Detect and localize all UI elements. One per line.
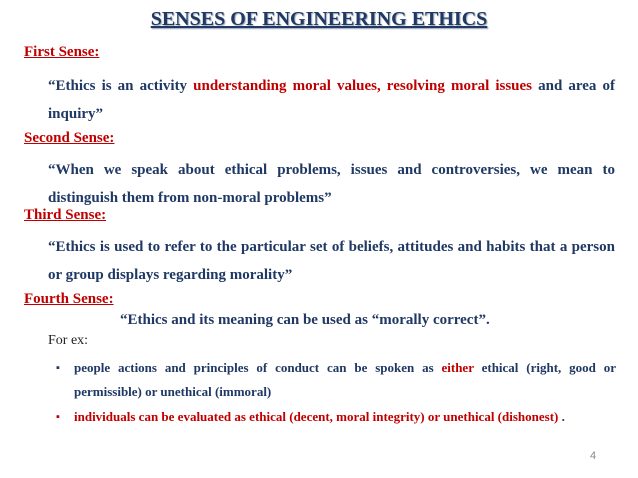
slide-title: SENSES OF ENGINEERING ETHICS (150, 8, 488, 30)
bullet-text-main: individuals can be evaluated as ethical (decent, moral integrity) or unethical (dishonest) (74, 409, 559, 424)
bullet-text-tail: . (558, 409, 565, 424)
third-sense-quote: “Ethics is used to refer to the particular set of beliefs, attitudes and habits that a person or group displays regarding morality” (48, 239, 615, 283)
bullet-text-end: ethical (right, good or permissible) or unethical (immoral) (74, 360, 616, 399)
square-bullet-icon: ▪ (56, 411, 60, 423)
second-sense-heading: Second Sense: (24, 130, 115, 146)
third-sense-heading: Third Sense: (24, 207, 107, 223)
fourth-sense-quote: “Ethics and its meaning can be used as “morally correct”. (120, 312, 490, 328)
second-sense-quote: “When we speak about ethical problems, issues and controversies, we mean to distinguish them from non-moral problems” (48, 162, 615, 206)
page-number: 4 (590, 450, 597, 462)
bullet-text (74, 356, 616, 404)
first-quote-end: and area of inquiry” (48, 78, 615, 122)
fourth-sense-heading: Fourth Sense: (24, 291, 114, 307)
bullet-text-start: people actions and principles of conduct can be spoken as (74, 360, 442, 375)
bullet-item-either (56, 356, 616, 404)
for-example-label: For ex: (48, 333, 89, 348)
bullet-text-highlight: either (441, 360, 474, 375)
square-bullet-icon: ▪ (56, 362, 60, 374)
first-quote-start: “Ethics is an activity (48, 78, 194, 94)
first-sense-heading: First Sense: (24, 44, 100, 60)
first-sense-quote (48, 72, 615, 128)
bullet-item-individuals (56, 405, 616, 429)
bullet-text (74, 405, 616, 429)
first-quote-highlight: understanding moral values, resolving moral issues (193, 78, 533, 94)
